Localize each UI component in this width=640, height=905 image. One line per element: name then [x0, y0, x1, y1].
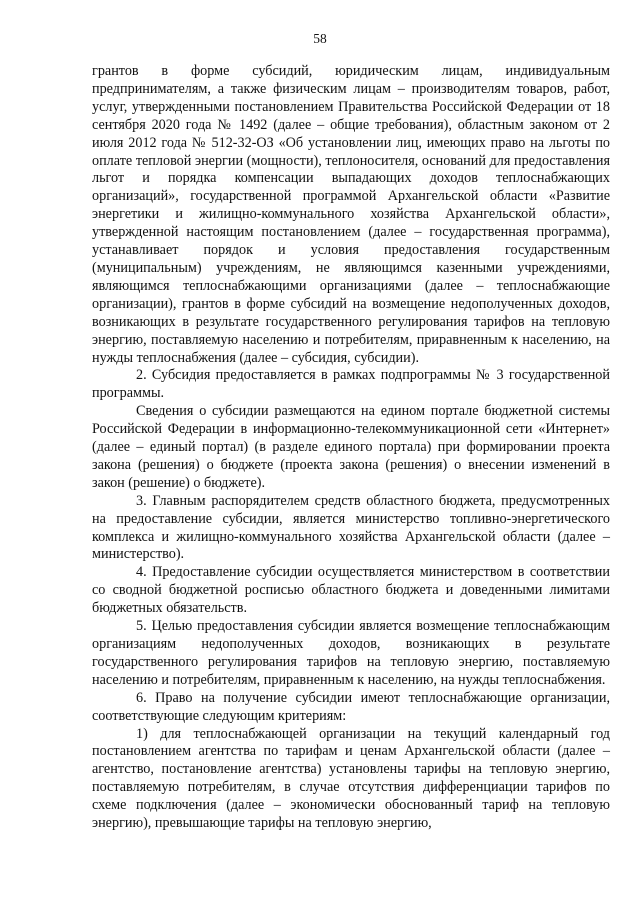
paragraph-3: 3. Главным распорядителем средств областного бюджета, предусмотренных на предоставление субсидии, является министерство топливно-энергетического комплекса и жилищно-коммунального хозяйства Архангельской области (далее – министерство).: [92, 492, 610, 563]
paragraph-6-1: 1) для теплоснабжающей организации на текущий календарный год постановлением агентства по тарифам и ценам Архангельской области (далее – агентство, постановление агентства) установлены тарифы на тепловую энергию, поставляемую потребителям, в случае отсутствия дифференциации тарифов по схеме подключения (далее – экономически обоснованный тариф на тепловую энергию), превышающие тарифы на тепловую энергию,: [92, 725, 610, 832]
document-body: [92, 63, 610, 833]
paragraph-5: 5. Целью предоставления субсидии является возмещение теплоснабжающим организациям недополученных доходов, возникающих в результате государственного регулирования тарифов на тепловую энергию, поставляемую населению и потребителям, приравненным к населению, на нужды теплоснабжения.: [92, 618, 610, 688]
page-number: 58: [313, 31, 327, 46]
paragraph-continuation: грантов в форме субсидий, юридическим лицам, индивидуальным предпринимателям, а также физическим лицам – производителям товаров, работ, услуг, утвержденными постановлением Правительства Российской Федерации от 18 сентября 2020 года № 1492 (далее – общие требования), областным законом от 2 июля 2012 года № 512-32-ОЗ «Об установлении лиц, имеющих право на льготы по оплате тепловой энергии (мощности), теплоносителя, оснований для предоставления льгот и порядка компенсации выпадающих доходов теплоснабжающих организаций», государственной программой Архангельской области «Развитие энергетики и жилищно-коммунального хозяйства Архангельской области», утвержденной настоящим постановлением (далее – государственная программа), устанавливает порядок и условия предоставления государственным (муниципальным) учреждениям, не являющимся казенными учреждениями, являющимся теплоснабжающими организациями (далее – теплоснабжающие организации), грантов в форме субсидий на возмещение недополученных доходов, возникающих в результате государственного регулирования тарифов на тепловую энергию, поставляемую населению и потребителям, приравненным к населению, на нужды теплоснабжения (далее – субсидия, субсидии).: [92, 63, 610, 366]
paragraph-6: 6. Право на получение субсидии имеют теплоснабжающие организации, соответствующие следующим критериям:: [92, 689, 610, 724]
paragraph-portal-info: Сведения о субсидии размещаются на едином портале бюджетной системы Российской Федерации в информационно-телекоммуникационной сети «Интернет» (далее – единый портал) (в разделе единого портала) при формировании проекта закона (решения) о бюджете (проекта закона (решения) о внесении изменений в закон (решение) о бюджете).: [92, 403, 610, 491]
paragraph-4: 4. Предоставление субсидии осуществляется министерством в соответствии со сводной бюджетной росписью областного бюджета и доведенными лимитами бюджетных обязательств.: [92, 564, 610, 617]
paragraph-2: 2. Субсидия предоставляется в рамках подпрограммы № 3 государственной программы.: [92, 367, 610, 402]
